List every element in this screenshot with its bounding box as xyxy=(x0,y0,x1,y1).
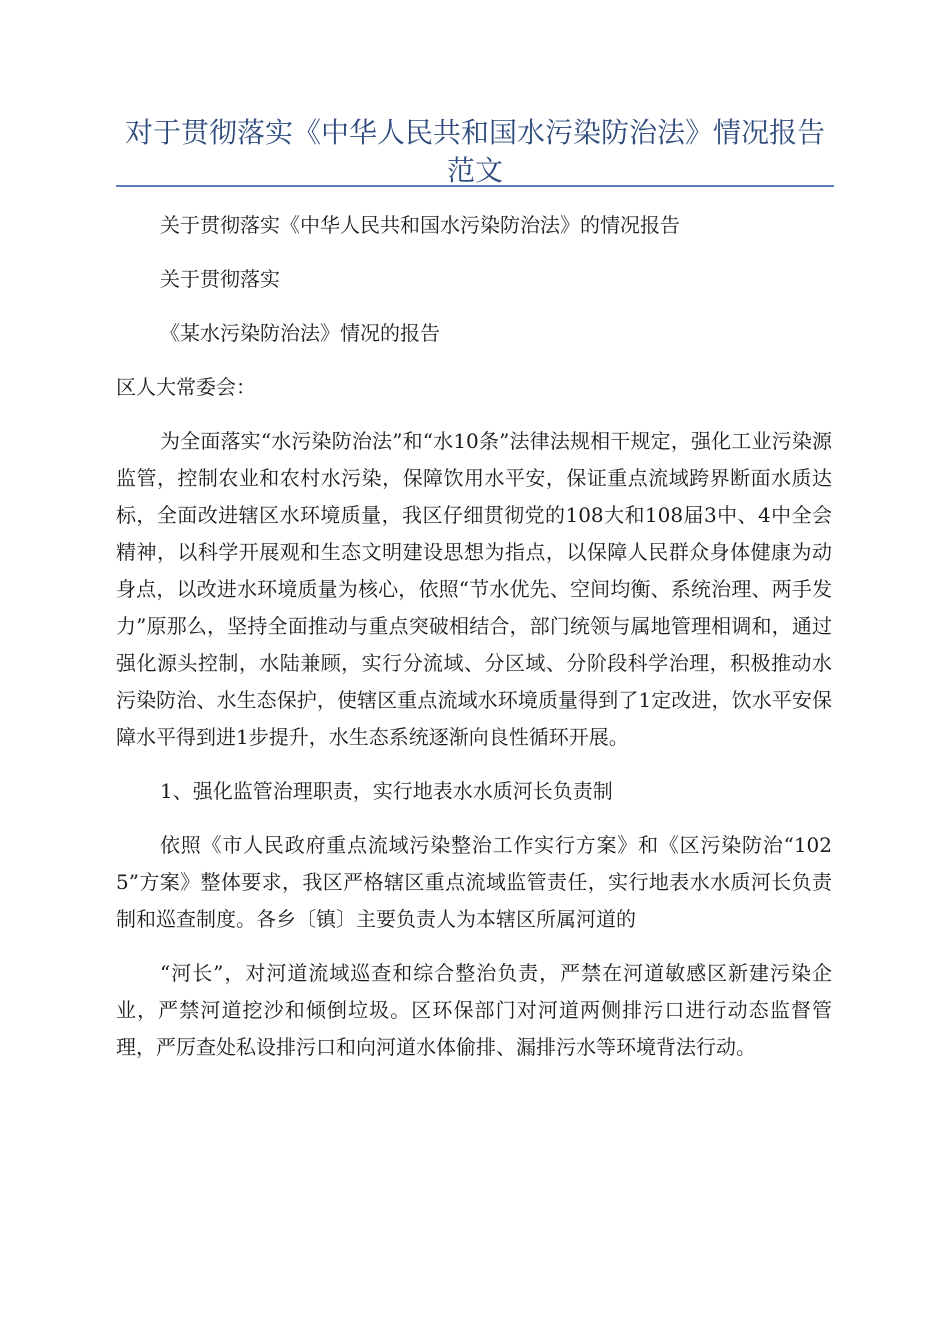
document-title: 对于贯彻落实《中华人民共和国水污染防治法》情况报告范文 xyxy=(124,116,825,187)
paragraph-section-1b: “河长”，对河道流域巡查和综合整治负责，严禁在河道敏感区新建污染企业，严禁河道挖沙和倾倒垃圾。区环保部门对河道两侧排污口进行动态监督管理，严厉查处私设排污口和向河道水体偷排、漏排污水等环境背法行动。 xyxy=(116,961,832,1059)
document-body xyxy=(116,207,832,1083)
title-underline xyxy=(116,185,834,187)
paragraph-salutation: 区人大常委会： xyxy=(116,375,256,399)
paragraph-section-1a: 依照《市人民政府重点流域污染整治工作实行方案》和《区污染防治“1025”方案》整体要求，我区严格辖区重点流域监管责任，实行地表水水质河长负责制和巡查制度。各乡〔镇〕主要负责人为本辖区所属河道的 xyxy=(116,833,832,931)
paragraph-subheading-2: 《某水污染防治法》情况的报告 xyxy=(160,321,440,345)
section-heading-1: 1、强化监管治理职责，实行地表水水质河长负责制 xyxy=(160,779,613,803)
paragraph-subheading-1: 关于贯彻落实 xyxy=(160,267,280,291)
paragraph-report-heading: 关于贯彻落实《中华人民共和国水污染防治法》的情况报告 xyxy=(160,213,680,237)
paragraph-intro: 为全面落实“水污染防治法”和“水10条”法律法规相干规定，强化工业污染源监管，控制农业和农村水污染，保障饮用水平安，保证重点流域跨界断面水质达标，全面改进辖区水环境质量，我区仔细贯彻党的108大和108届3中、4中全会精神，以科学开展观和生态文明建设思想为指点，以保障人民群众身体健康为动身点，以改进水环境质量为核心，依照“节水优先、空间均衡、系统治理、两手发力”原那么，坚持全面推动与重点突破相结合，部门统领与属地管理相调和，通过强化源头控制，水陆兼顾，实行分流域、分区域、分阶段科学治理，积极推动水污染防治、水生态保护，使辖区重点流域水环境质量得到了1定改进，饮水平安保障水平得到进1步提升，水生态系统逐渐向良性循环开展。 xyxy=(116,429,832,749)
